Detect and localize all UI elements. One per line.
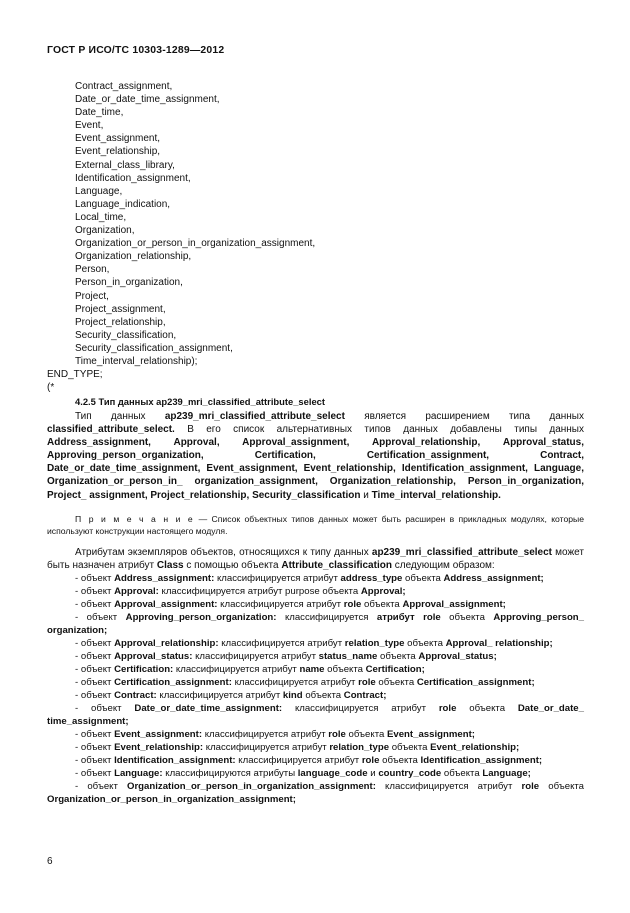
attribute-item-text: - объект [75, 703, 135, 714]
attribute-item-text: классифицируется атрибут [235, 755, 362, 766]
attribute-item-bold: role [361, 755, 380, 766]
type-list-item: Project_assignment, [75, 303, 166, 315]
type-list-item: Organization, [75, 225, 135, 237]
attribute-item-bold: Approval_status: [114, 651, 193, 662]
p1-bold-4: Time_interval_relationship. [371, 489, 501, 501]
type-list-item: Identification_assignment, [75, 172, 191, 184]
attribute-item-text: классифицируется атрибут [282, 703, 439, 714]
type-list-item: Organization_or_person_in_organization_assignment, [75, 238, 316, 250]
attribute-item-text: классифицируется атрибут [156, 690, 283, 701]
p2-bold-1: ap239_mri_classified_attribute_select [371, 547, 552, 558]
attribute-item-bold: Approval_ relationship; [445, 638, 553, 649]
p2-bold-3: Attribute_classification [281, 560, 392, 572]
p1-text-2: является расширением типа данных [344, 411, 584, 422]
document-header: ГОСТ Р ИСО/ТС 10303-1289—2012 [47, 45, 225, 56]
attribute-item-bold: Language: [114, 768, 163, 779]
attribute-item-bold: атрибут role [376, 612, 441, 623]
attribute-list [47, 572, 584, 806]
attribute-item-bold: Contract; [343, 690, 387, 701]
attribute-item-bold: country_code [378, 768, 442, 779]
attribute-item [47, 689, 584, 702]
attribute-item-bold: role [438, 703, 457, 714]
type-list-item: Local_time, [75, 211, 127, 223]
p1-text-3: В его список альтернативных типов данных добавлены типы данных [174, 424, 584, 436]
attribute-item-bold: address_type [340, 573, 403, 584]
type-list-item: Security_classification, [75, 329, 177, 341]
attribute-item-text: классифицируется атрибут [375, 781, 522, 792]
attribute-item-text: - объект [75, 690, 115, 701]
attribute-item-bold: Approving_person_ organization; [47, 612, 584, 636]
p2-text-2: может быть назначен атрибут [47, 547, 584, 572]
attribute-item-bold: role [521, 781, 540, 792]
type-list-item: Event_relationship, [75, 146, 161, 158]
attribute-item-text: - объект [75, 677, 115, 688]
p2-text-4: следующим образом: [391, 560, 495, 572]
attribute-item-text: объекта [539, 781, 584, 792]
attribute-item-text: объекта [404, 638, 446, 649]
attribute-item [47, 637, 584, 650]
attribute-item-bold: Certification; [365, 664, 425, 675]
attribute-item-text: - объект [75, 586, 115, 597]
attribute-item-text: объекта [302, 690, 344, 701]
attribute-item-bold: role [343, 599, 362, 610]
type-list-item: Event, [75, 120, 104, 132]
attribute-item-bold: Event_relationship: [114, 742, 204, 753]
attribute-item-text: объекта [456, 703, 518, 714]
attribute-item-text: классифицируется атрибут [231, 677, 359, 688]
type-list-item: External_class_library, [75, 159, 175, 171]
attribute-item-text: классифицируется атрибут [173, 664, 300, 675]
attribute-item-bold: Address_assignment: [114, 573, 215, 584]
type-list-item: Person_in_organization, [75, 277, 183, 289]
attribute-item-text: классифицируется [276, 612, 377, 623]
p1-bold-2: classified_attribute_select. [47, 424, 175, 436]
attribute-item-bold: Organization_or_person_in_organization_assignment: [126, 781, 376, 792]
attribute-item-text: - объект [75, 729, 115, 740]
attribute-item-text: - объект [75, 768, 115, 779]
type-list-item: Person, [75, 264, 110, 276]
type-list-item: Date_or_date_time_assignment, [75, 94, 220, 106]
attribute-item-text: классифицируется атрибут [203, 742, 330, 753]
attribute-item-bold: Approval: [114, 586, 159, 597]
attribute-item-bold: role [358, 677, 376, 688]
paragraph-1 [47, 410, 584, 502]
attribute-item [47, 676, 584, 689]
type-list-item: Organization_relationship, [75, 251, 192, 263]
attribute-item-bold: Contract: [114, 690, 157, 701]
attribute-item [47, 767, 584, 780]
attribute-item-text: объекта [345, 729, 387, 740]
attribute-item-text: классифицируется атрибут [218, 638, 345, 649]
attribute-item-bold: Approval_relationship: [114, 638, 219, 649]
attribute-item-bold: role [328, 729, 346, 740]
attribute-item-text: - объект [75, 742, 115, 753]
type-list-item: Project, [75, 290, 109, 302]
attribute-item-bold: Identification_assignment: [114, 755, 236, 766]
attribute-item-text: объекта [402, 573, 444, 584]
attribute-item-text: классифицируется атрибут [192, 651, 319, 662]
attribute-item-bold: name [299, 664, 325, 675]
attribute-item-bold: Organization_or_person_in_organization_assignment; [47, 794, 296, 805]
attribute-item-text: классифицируется атрибут purpose объекта [158, 586, 361, 597]
attribute-item-text: - объект [75, 599, 115, 610]
attribute-item-text: объекта [375, 677, 417, 688]
section-title: 4.2.5 Тип данных ap239_mri_classified_attribute_select [75, 396, 326, 407]
attribute-item-text: - объект [75, 651, 115, 662]
attribute-item-text: и [367, 768, 379, 779]
attribute-item-text: - объект [75, 664, 115, 675]
attribute-item-bold: Date_or_date_ time_assignment; [47, 703, 584, 727]
p1-text-1: Тип данных [75, 411, 165, 422]
attribute-item-text: объекта [379, 755, 421, 766]
attribute-item [47, 598, 584, 611]
attribute-item [47, 572, 584, 585]
type-list-item: Date_time, [75, 107, 124, 119]
p2-bold-2: Class [156, 560, 184, 572]
type-list [75, 80, 315, 368]
attribute-item-bold: kind [282, 690, 303, 701]
attribute-item [47, 728, 584, 741]
attribute-item-bold: relation_type [329, 742, 390, 753]
p1-bold-1: ap239_mri_classified_attribute_select [164, 411, 345, 422]
attribute-item [47, 702, 584, 728]
type-list-item: Project_relationship, [75, 316, 166, 328]
attribute-item-text: классифицируются атрибуты [162, 768, 298, 779]
attribute-item-text: - объект [75, 573, 115, 584]
attribute-item-bold: Event_relationship; [430, 742, 520, 753]
attribute-item [47, 611, 584, 637]
attribute-item-text: классифицируется атрибут [217, 599, 344, 610]
type-list-item: Time_interval_relationship); [75, 355, 198, 367]
attribute-item-bold: Language; [482, 768, 531, 779]
attribute-item-bold: Address_assignment; [443, 573, 544, 584]
attribute-item-bold: Event_assignment: [114, 729, 203, 740]
attribute-item-bold: Event_assignment; [386, 729, 475, 740]
attribute-item-bold: status_name [318, 651, 378, 662]
type-list-item: Language_indication, [75, 198, 171, 210]
type-list-item: Contract_assignment, [75, 81, 173, 92]
attribute-item-bold: Certification_assignment; [416, 677, 535, 688]
attribute-item-bold: Certification_assignment: [114, 677, 232, 688]
p2-text-1: Атрибутам экземпляров объектов, относящихся к типу данных [75, 547, 372, 558]
attribute-item-text: объекта [440, 612, 494, 623]
attribute-item-bold: Date_or_date_time_assignment: [134, 703, 283, 714]
p1-text-4: и [360, 489, 372, 501]
attribute-item-bold: Approval_assignment; [402, 599, 506, 610]
attribute-item-bold: Approval_status; [418, 651, 497, 662]
page-number: 6 [47, 856, 53, 867]
attribute-item-bold: Identification_assignment; [420, 755, 543, 766]
attribute-item [47, 754, 584, 767]
attribute-item-text: объекта [377, 651, 419, 662]
attribute-item-bold: Approval_assignment: [114, 599, 218, 610]
attribute-item-text: - объект [75, 638, 115, 649]
attribute-item-text: - объект [75, 612, 126, 623]
end-type: END_TYPE; [47, 369, 103, 380]
attribute-item-text: классифицируется атрибут [202, 729, 329, 740]
attribute-item-bold: Certification: [114, 664, 174, 675]
attribute-item-bold: Approval; [360, 586, 406, 597]
attribute-item-bold: relation_type [344, 638, 405, 649]
attribute-item-text: - объект [75, 755, 115, 766]
attribute-item [47, 585, 584, 598]
p1-bold-3: Address_assignment, Approval, Approval_assignment, Approval_relationship, Approval_status, Approving_person_organization, Certification, Certification_assignment, Contract, Date_or_date_time_assignment, Event_assignment, Event_relationship, Identification_assignment, Language, Organization_or_person_in_ organization_assignment, Organization_relationship, Person_in_organization, Project_ assignment, Project_relationship, Security_classification [47, 437, 584, 501]
p2-text-3: с помощью объекта [183, 560, 282, 572]
type-list-item: Security_classification_assignment, [75, 342, 233, 354]
attribute-item [47, 780, 584, 806]
attribute-item [47, 663, 584, 676]
note-label: П р и м е ч а н и е [75, 514, 195, 524]
type-list-item: Event_assignment, [75, 133, 161, 145]
attribute-item-text: классифицируется атрибут [214, 573, 341, 584]
paragraph-2 [47, 546, 584, 572]
note-text: — Список объектных типов данных может быть расширен в прикладных модулях, которые используют конструкции настоящего модуля. [47, 514, 584, 536]
attribute-item-text: объекта [389, 742, 431, 753]
attribute-item [47, 741, 584, 754]
attribute-item-text: - объект [75, 781, 127, 792]
attribute-item-text: объекта [361, 599, 403, 610]
attribute-item-bold: Approving_person_organization: [125, 612, 277, 623]
attribute-item-text: объекта [441, 768, 483, 779]
note [47, 513, 584, 537]
attribute-item-text: объекта [324, 664, 366, 675]
attribute-item [47, 650, 584, 663]
type-list-item: Language, [75, 185, 123, 197]
attribute-item-bold: language_code [297, 768, 368, 779]
comment-open: (* [47, 382, 55, 393]
